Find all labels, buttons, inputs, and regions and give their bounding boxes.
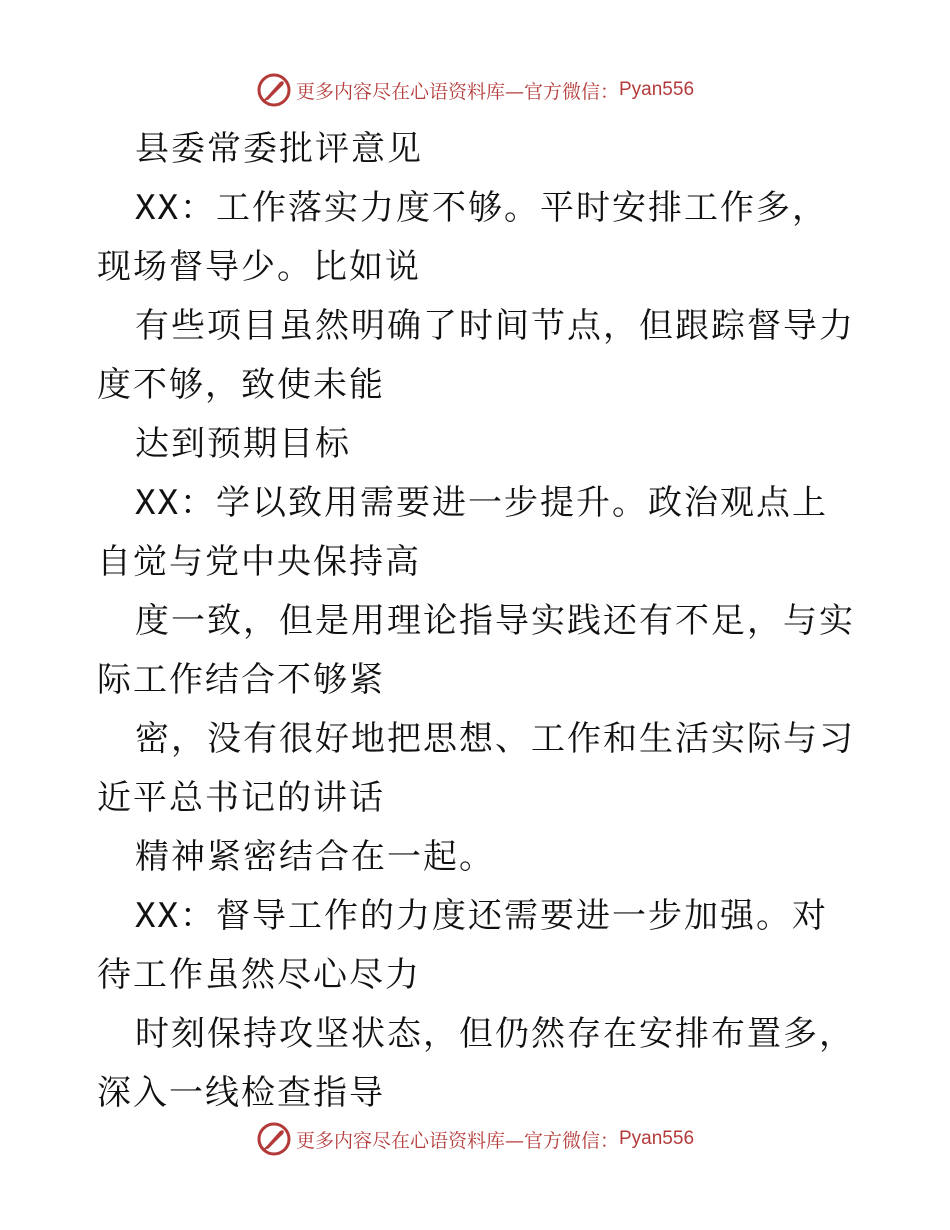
quill-logo-icon xyxy=(256,72,292,108)
banner-text: 更多内容尽在心语资料库—官方微信： xyxy=(295,1129,619,1152)
paragraph: 达到预期目标 xyxy=(135,424,351,464)
paragraph: XX：工作落实力度不够。平时安排工作多，现场督导少。比如说 xyxy=(97,188,828,287)
paragraph: XX：学以致用需要进一步提升。政治观点上自觉与党中央保持高 xyxy=(97,483,828,582)
header-banner xyxy=(0,70,950,110)
paragraph-title: 县委常委批评意见 xyxy=(135,129,423,169)
banner-wechat-id: Pyan556 xyxy=(619,1128,695,1149)
paragraph: XX：督导工作的力度还需要进一步加强。对待工作虽然尽心尽力 xyxy=(97,896,828,995)
paragraph: 精神紧密结合在一起。 xyxy=(135,837,495,877)
paragraph: 密，没有很好地把思想、工作和生活实际与习近平总书记的讲话 xyxy=(97,719,855,818)
document-body xyxy=(97,120,857,1123)
banner-wechat-id: Pyan556 xyxy=(619,79,695,100)
paragraph: 有些项目虽然明确了时间节点，但跟踪督导力度不够，致使未能 xyxy=(97,306,855,405)
banner-text: 更多内容尽在心语资料库—官方微信： xyxy=(295,80,619,103)
paragraph: 度一致，但是用理论指导实践还有不足，与实际工作结合不够紧 xyxy=(97,601,855,700)
quill-logo-icon xyxy=(256,1121,292,1157)
footer-banner xyxy=(0,1119,950,1159)
paragraph: 时刻保持攻坚状态，但仍然存在安排布置多，深入一线检查指导 xyxy=(97,1014,855,1113)
